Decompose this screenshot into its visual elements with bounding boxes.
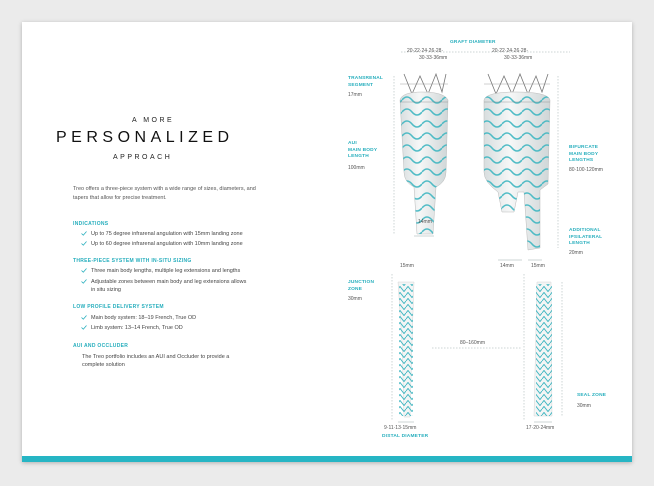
heading-line2: PERSONALIZED (56, 129, 234, 146)
junction-zone-label: JUNCTION ZONE (348, 280, 375, 292)
graft-diameter-label: GRAFT DIAMETER (450, 40, 496, 45)
list-item: Limb system: 13–14 French, True OD (91, 324, 271, 332)
additional-length-label: ADDITIONAL IPSILATERAL LENGTH (569, 228, 603, 246)
bifurcate-left-diameter: 14mm (500, 263, 514, 269)
aui-bottom-diameter: 14mm (418, 219, 432, 225)
heading-line3: APPROACH (113, 154, 173, 161)
section-title-aui: AUI AND OCCLUDER (73, 343, 129, 349)
straight-leg-extension (534, 282, 552, 416)
leg-length-range: 80–160mm (460, 340, 486, 346)
distal-diameter-left: 9·11·13·15mm (384, 425, 417, 431)
leg-top-diameter: 15mm (400, 263, 414, 269)
section-title-three-piece: THREE-PIECE SYSTEM WITH IN-SITU SIZING (73, 258, 192, 264)
bifurcate-stent-graft (484, 74, 550, 250)
tapered-leg-extension (398, 282, 414, 417)
list-item: The Treo portfolio includes an AUI and Occluder to provide a complete solution (82, 354, 230, 368)
graft-diameter-left-2: 30·33·36mm (419, 55, 448, 61)
brochure-page (22, 22, 632, 462)
bifurcate-length-label: BIFURCATE MAIN BODY LENGTHS (569, 145, 599, 163)
footer-accent-bar (22, 456, 632, 462)
transrenal-label: TRANSRENAL SEGMENT (348, 76, 384, 88)
aui-stent-graft (400, 74, 448, 234)
aui-length-value: 100mm (348, 165, 365, 171)
bifurcate-length-value: 80·100·120mm (569, 167, 603, 173)
distal-diameter-right: 17·20·24mm (526, 425, 555, 431)
distal-diameter-label: DISTAL DIAMETER (382, 434, 429, 439)
additional-length-value: 20mm (569, 250, 583, 256)
intro-text: Treo offers a three-piece system with a wide range of sizes, diameters, and tapers that allow for precise treatment. (73, 186, 256, 201)
stent-graft-diagram (22, 22, 632, 462)
graft-diameter-right-2: 30·33·36mm (504, 55, 533, 61)
junction-zone-value: 30mm (348, 296, 362, 302)
list-item: Up to 75 degree infrarenal angulation with 15mm landing zone (91, 230, 271, 238)
seal-zone-label: SEAL ZONE (577, 393, 607, 398)
list-item: Up to 60 degree infrarenal angulation with 10mm landing zone (91, 240, 271, 248)
list-item: Main body system: 18–19 French, True OD (91, 314, 271, 322)
section-title-delivery: LOW PROFILE DELIVERY SYSTEM (73, 304, 164, 310)
list-item: Three main body lengths, multiple leg extensions and lengths (91, 267, 271, 275)
heading-line1: A MORE (132, 117, 175, 124)
graft-diameter-right: 20·22·24·26·28· (492, 48, 529, 54)
list-item: Adjustable zones between main body and leg extensions allows in situ sizing (91, 278, 251, 294)
aui-length-label: AUI MAIN BODY LENGTH (348, 141, 378, 159)
graft-diameter-left: 20·22·24·26·28· (407, 48, 444, 54)
transrenal-value: 17mm (348, 92, 362, 98)
section-title-indications: INDICATIONS (73, 221, 109, 227)
seal-zone-value: 30mm (577, 403, 591, 409)
bifurcate-right-diameter: 15mm (531, 263, 545, 269)
